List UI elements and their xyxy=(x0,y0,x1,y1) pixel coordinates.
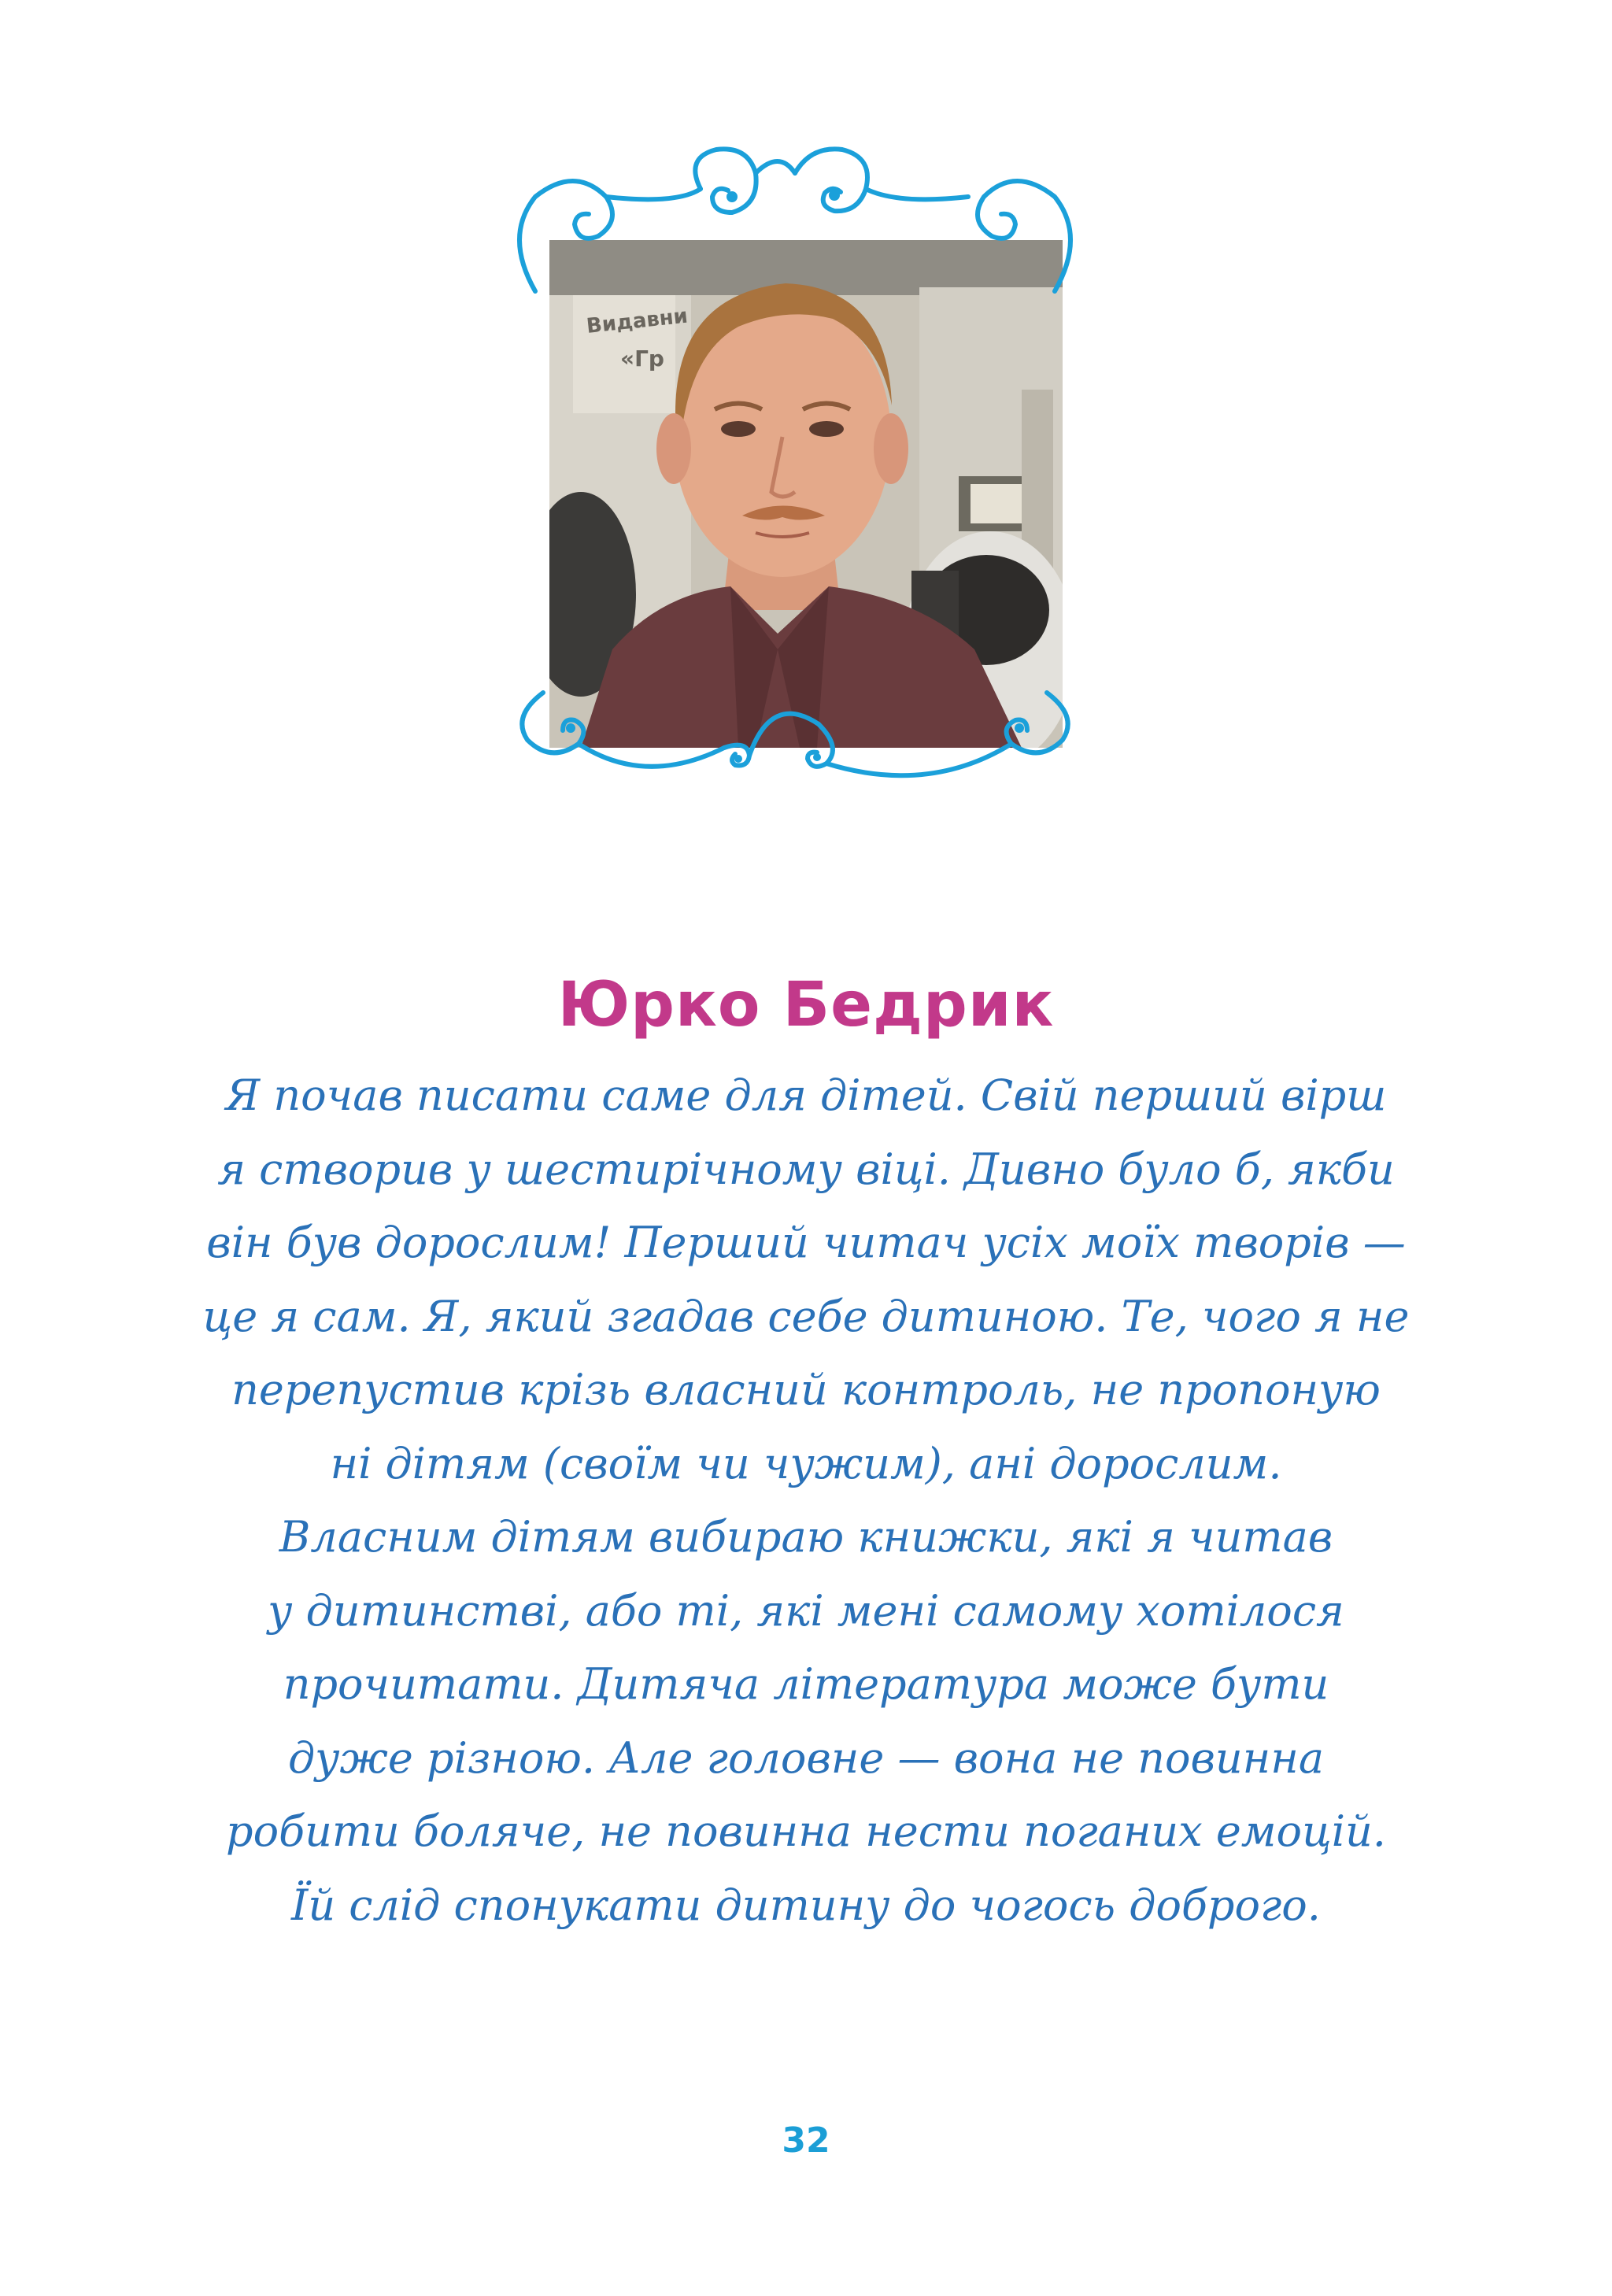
ornament-dot xyxy=(829,190,840,201)
ornament-curl-top-right xyxy=(978,181,1070,291)
author-name-heading: Юрко Бедрик xyxy=(557,970,1055,1041)
quote-line: перепустив крізь власний контроль, не пропоную xyxy=(231,1365,1381,1414)
quote-line: він був дорослим! Перший читач усіх моїх творів — xyxy=(206,1218,1406,1267)
ornament-curl-top-center-left xyxy=(695,149,756,213)
ornament-dot xyxy=(734,755,742,763)
photo-sign-text-2: «Гр xyxy=(620,346,664,372)
ornament-frame xyxy=(488,142,1102,803)
ornament-dot xyxy=(1015,723,1024,733)
ornament-dot xyxy=(566,723,575,733)
ornament-dot xyxy=(727,191,738,202)
portrait-frame xyxy=(488,142,1102,803)
page-number: 32 xyxy=(782,2120,830,2161)
quote-line: Власним дітям вибираю книжки, які я читав xyxy=(279,1512,1333,1562)
quote-line: у дитинстві, або ті, які мені самому хотілося xyxy=(268,1585,1344,1636)
author-quote xyxy=(189,1059,1423,1942)
ornament-curl-top-center-right xyxy=(795,149,867,211)
quote-line: це я сам. Я, який згадав себе дитиною. Те, чого я не xyxy=(202,1291,1410,1341)
quote-line: Їй слід спонукати дитину до чогось доброго. xyxy=(291,1880,1321,1930)
quote-line: я створив у шестирічному віці. Дивно було б, якби xyxy=(217,1144,1395,1194)
quote-line: робити боляче, не повинна нести поганих емоцій. xyxy=(226,1806,1386,1856)
quote-line: дуже різною. Але головне — вона не повинна xyxy=(287,1732,1325,1783)
ornament-curl-bottom-center-right xyxy=(808,724,833,767)
quote-line: ні дітям (своїм чи чужим), ані дорослим. xyxy=(330,1438,1282,1488)
photo-sign-text-1: Видавни xyxy=(585,304,690,338)
quote-line: Я почав писати саме для дітей. Свій перший вірш xyxy=(225,1070,1387,1120)
ornament-dot xyxy=(813,753,821,761)
ornament-curl-top-left xyxy=(519,181,612,291)
ornament-curl-bottom-left xyxy=(522,693,583,752)
quote-line: прочитати. Дитяча література може бути xyxy=(283,1659,1329,1709)
ornament-curl-bottom-right xyxy=(1007,693,1068,752)
